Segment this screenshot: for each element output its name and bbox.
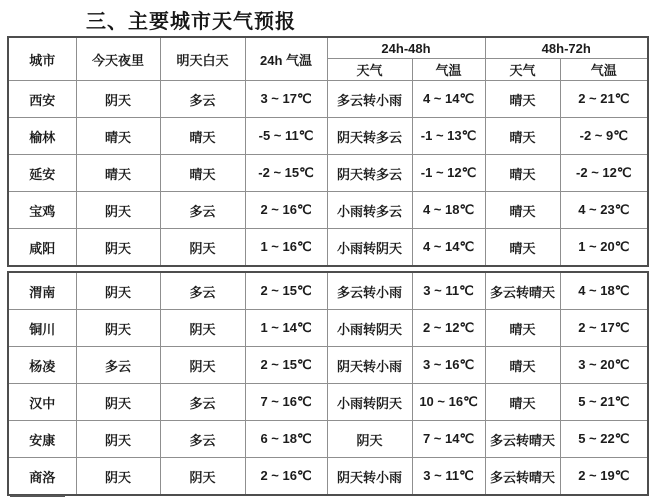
weather-24-48h-cell: 小雨转阴天: [327, 310, 412, 347]
city-cell: 宝鸡: [8, 192, 76, 229]
weather-24-48h-cell: 阴天转多云: [327, 118, 412, 155]
weather-48-72h-cell: 晴天: [485, 310, 560, 347]
temp-24h-cell: 2 ~ 15℃: [245, 347, 327, 384]
table-row: [8, 81, 648, 118]
temp-24h-cell: 2 ~ 15℃: [245, 272, 327, 310]
temp-48-72h-cell: 4 ~ 18℃: [560, 272, 648, 310]
tomorrow-weather-cell: 阴天: [160, 229, 245, 267]
table-body-section-1: [8, 81, 648, 267]
weather-24-48h-cell: 阴天转小雨: [327, 347, 412, 384]
city-cell: 铜川: [8, 310, 76, 347]
temp-24h-cell: -2 ~ 15℃: [245, 155, 327, 192]
weather-48-72h-cell: 晴天: [485, 81, 560, 118]
weather-48-72h-cell: 晴天: [485, 192, 560, 229]
weather-48-72h-cell: 晴天: [485, 384, 560, 421]
city-cell: 西安: [8, 81, 76, 118]
header-range-48-72h: 48h-72h: [485, 37, 648, 59]
table-row: [8, 458, 648, 496]
tonight-weather-cell: 晴天: [76, 118, 160, 155]
tonight-weather-cell: 阴天: [76, 384, 160, 421]
weather-24-48h-cell: 阴天: [327, 421, 412, 458]
forecast-table-section-2: [7, 271, 649, 496]
weather-48-72h-cell: 多云转晴天: [485, 458, 560, 496]
temp-24h-cell: 1 ~ 14℃: [245, 310, 327, 347]
header-range-24-48h: 24h-48h: [327, 37, 485, 59]
tonight-weather-cell: 阴天: [76, 421, 160, 458]
temp-48-72h-cell: 1 ~ 20℃: [560, 229, 648, 267]
temp-24-48h-cell: 2 ~ 12℃: [412, 310, 485, 347]
tomorrow-weather-cell: 多云: [160, 81, 245, 118]
tomorrow-weather-cell: 阴天: [160, 310, 245, 347]
header-city: 城市: [8, 37, 76, 81]
weather-24-48h-cell: 阴天转多云: [327, 155, 412, 192]
temp-48-72h-cell: 2 ~ 21℃: [560, 81, 648, 118]
header-tomorrow-day: 明天白天: [160, 37, 245, 81]
temp-48-72h-cell: 5 ~ 21℃: [560, 384, 648, 421]
header-temp-24-48h: 气温: [412, 59, 485, 81]
temp-48-72h-cell: 2 ~ 17℃: [560, 310, 648, 347]
weather-48-72h-cell: 多云转晴天: [485, 421, 560, 458]
table-row: [8, 192, 648, 229]
temp-48-72h-cell: 4 ~ 23℃: [560, 192, 648, 229]
city-cell: 安康: [8, 421, 76, 458]
tonight-weather-cell: 阴天: [76, 192, 160, 229]
tonight-weather-cell: 阴天: [76, 229, 160, 267]
weather-24-48h-cell: 多云转小雨: [327, 81, 412, 118]
city-cell: 商洛: [8, 458, 76, 496]
header-weather-48-72h: 天气: [485, 59, 560, 81]
table-row: [8, 118, 648, 155]
tonight-weather-cell: 阴天: [76, 272, 160, 310]
temp-24-48h-cell: -1 ~ 13℃: [412, 118, 485, 155]
tomorrow-weather-cell: 晴天: [160, 155, 245, 192]
weather-24-48h-cell: 小雨转阴天: [327, 384, 412, 421]
temp-24-48h-cell: 4 ~ 14℃: [412, 229, 485, 267]
temp-24h-cell: 1 ~ 16℃: [245, 229, 327, 267]
weather-48-72h-cell: 多云转晴天: [485, 272, 560, 310]
header-weather-24-48h: 天气: [327, 59, 412, 81]
table-row: [8, 384, 648, 421]
tonight-weather-cell: 阴天: [76, 81, 160, 118]
tomorrow-weather-cell: 多云: [160, 272, 245, 310]
table-row: [8, 229, 648, 267]
city-cell: 咸阳: [8, 229, 76, 267]
table-row: [8, 310, 648, 347]
city-cell: 榆林: [8, 118, 76, 155]
temp-24-48h-cell: 7 ~ 14℃: [412, 421, 485, 458]
table-row: [8, 421, 648, 458]
tomorrow-weather-cell: 晴天: [160, 118, 245, 155]
temp-24h-cell: -5 ~ 11℃: [245, 118, 327, 155]
table-row: [8, 347, 648, 384]
weather-48-72h-cell: 晴天: [485, 155, 560, 192]
weather-24-48h-cell: 多云转小雨: [327, 272, 412, 310]
temp-24h-cell: 2 ~ 16℃: [245, 458, 327, 496]
temp-48-72h-cell: 2 ~ 19℃: [560, 458, 648, 496]
tonight-weather-cell: 阴天: [76, 458, 160, 496]
temp-24-48h-cell: 10 ~ 16℃: [412, 384, 485, 421]
page-title: 三、主要城市天气预报: [86, 11, 296, 33]
forecast-table-section-1: [7, 36, 649, 267]
tonight-weather-cell: 阴天: [76, 310, 160, 347]
temp-24-48h-cell: 3 ~ 16℃: [412, 347, 485, 384]
temp-24-48h-cell: -1 ~ 12℃: [412, 155, 485, 192]
temp-24-48h-cell: 4 ~ 18℃: [412, 192, 485, 229]
table-row: [8, 272, 648, 310]
temp-24h-cell: 7 ~ 16℃: [245, 384, 327, 421]
weather-48-72h-cell: 晴天: [485, 347, 560, 384]
temp-24h-cell: 2 ~ 16℃: [245, 192, 327, 229]
tonight-weather-cell: 晴天: [76, 155, 160, 192]
temp-24-48h-cell: 4 ~ 14℃: [412, 81, 485, 118]
header-group-row: [8, 37, 648, 59]
weather-48-72h-cell: 晴天: [485, 229, 560, 267]
header-temp-48-72h: 气温: [560, 59, 648, 81]
temp-48-72h-cell: -2 ~ 12℃: [560, 155, 648, 192]
table-body-section-2: [8, 272, 648, 495]
city-cell: 延安: [8, 155, 76, 192]
temp-24-48h-cell: 3 ~ 11℃: [412, 458, 485, 496]
city-cell: 汉中: [8, 384, 76, 421]
tomorrow-weather-cell: 阴天: [160, 347, 245, 384]
temp-24h-cell: 3 ~ 17℃: [245, 81, 327, 118]
tonight-weather-cell: 多云: [76, 347, 160, 384]
header-tonight: 今天夜里: [76, 37, 160, 81]
city-cell: 渭南: [8, 272, 76, 310]
weather-24-48h-cell: 阴天转小雨: [327, 458, 412, 496]
tomorrow-weather-cell: 多云: [160, 384, 245, 421]
table-header: [8, 37, 648, 81]
temp-48-72h-cell: -2 ~ 9℃: [560, 118, 648, 155]
weather-48-72h-cell: 晴天: [485, 118, 560, 155]
temp-48-72h-cell: 5 ~ 22℃: [560, 421, 648, 458]
city-cell: 杨凌: [8, 347, 76, 384]
temp-24h-cell: 6 ~ 18℃: [245, 421, 327, 458]
next-table-fragment-line: [10, 495, 65, 497]
temp-48-72h-cell: 3 ~ 20℃: [560, 347, 648, 384]
temp-24-48h-cell: 3 ~ 11℃: [412, 272, 485, 310]
header-temp-24h: 24h 气温: [245, 37, 327, 81]
tomorrow-weather-cell: 多云: [160, 421, 245, 458]
weather-24-48h-cell: 小雨转多云: [327, 192, 412, 229]
tomorrow-weather-cell: 阴天: [160, 458, 245, 496]
tomorrow-weather-cell: 多云: [160, 192, 245, 229]
table-row: [8, 155, 648, 192]
weather-24-48h-cell: 小雨转阴天: [327, 229, 412, 267]
